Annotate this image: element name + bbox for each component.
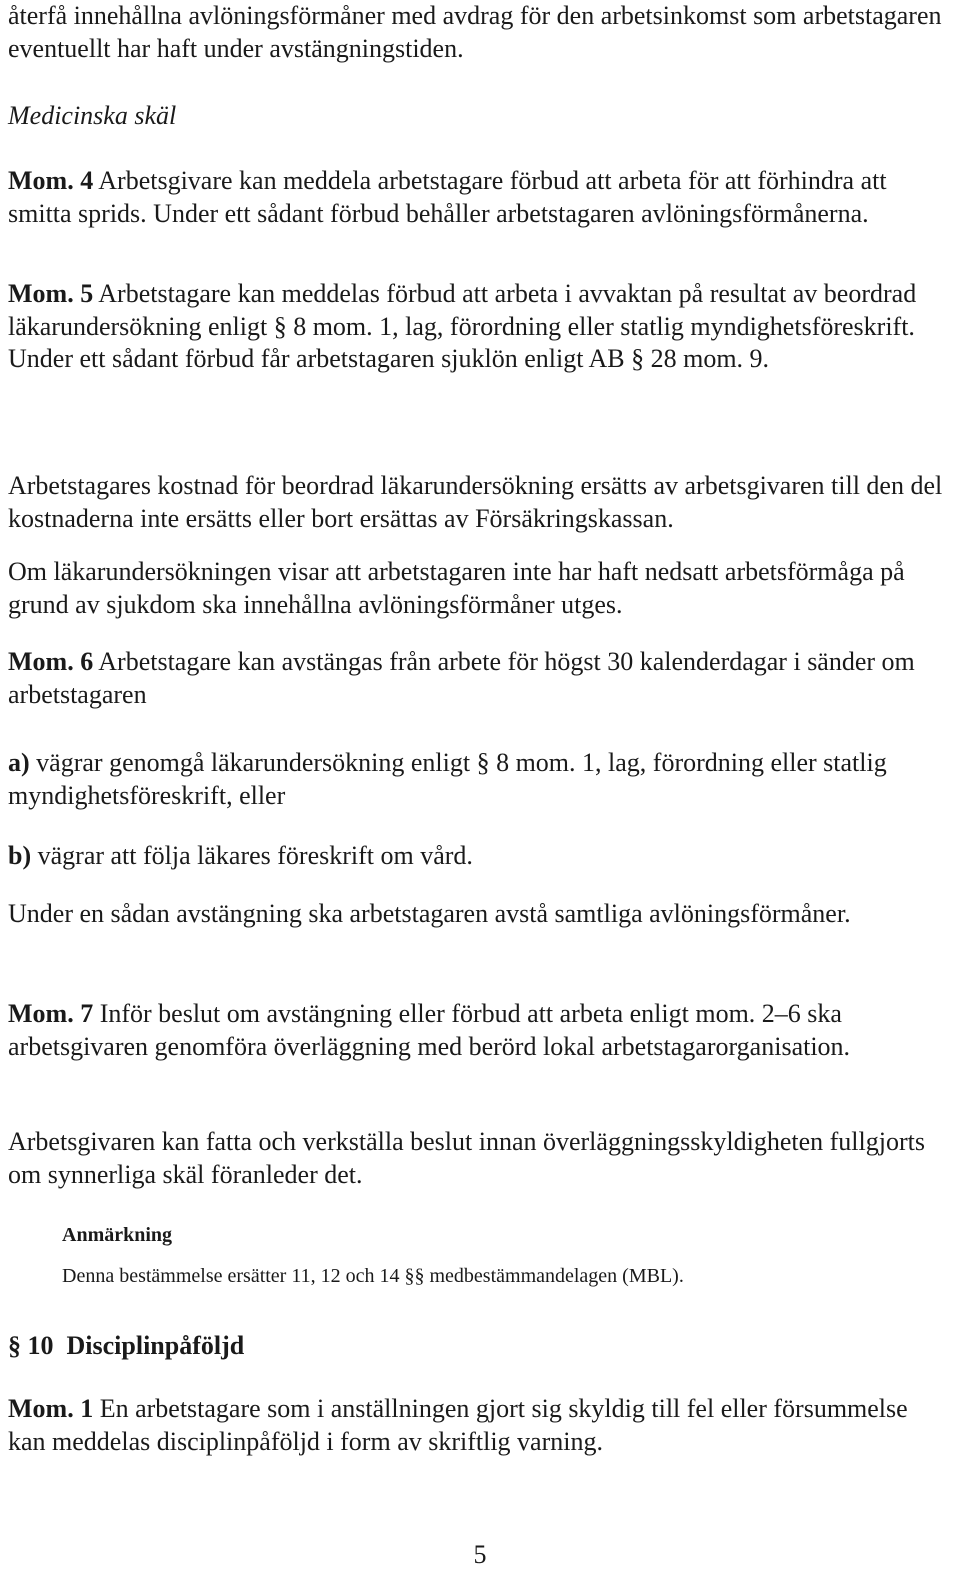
- note-heading-text: Anmärkning: [62, 1224, 173, 1246]
- paragraph-text: Arbetsgivare kan meddela arbetstagare förbud att arbeta för att förhindra att smitta sprids. Under ett sådant förbud behåller arbetstagaren avlöningsförmånerna.: [8, 166, 887, 228]
- page-number: 5: [473, 1540, 487, 1569]
- list-item-b: [8, 840, 948, 873]
- list-marker: b): [8, 841, 32, 870]
- paragraph-om-lakarundersokningen: [8, 556, 948, 621]
- mom-label: Mom. 1: [8, 1394, 94, 1423]
- list-marker: a): [8, 748, 30, 777]
- paragraph-text: Om läkarundersökningen visar att arbetstagaren inte har haft nedsatt arbetsförmåga på grund av sjukdom ska innehållna avlöningsförmåner utges.: [8, 557, 905, 619]
- list-item-text: vägrar att följa läkares föreskrift om vård.: [31, 841, 473, 870]
- paragraph-text: återfå innehållna avlöningsförmåner med avdrag för den arbetsinkomst som arbetstagaren eventuellt har haft under avstängningstiden.: [8, 1, 942, 63]
- list-item-a: [8, 747, 948, 812]
- paragraph-under-en-sadan: [8, 898, 948, 931]
- paragraph-text: Inför beslut om avstängning eller förbud att arbeta enligt mom. 2–6 ska arbetsgivaren genomföra överläggning med berörd lokal arbetstagarorganisation.: [8, 999, 851, 1061]
- paragraph-mom-4: [8, 165, 948, 230]
- subheading-text: Medicinska skäl: [8, 101, 177, 130]
- paragraph-mom-5: [8, 278, 948, 376]
- paragraph-continuation: [8, 0, 948, 65]
- note-text: Denna bestämmelse ersätter 11, 12 och 14 §§ medbestämmandelagen (MBL).: [62, 1265, 684, 1287]
- list-item-text: vägrar genomgå läkarundersökning enligt § 8 mom. 1, lag, förordning eller statlig myndighetsföreskrift, eller: [8, 748, 887, 810]
- paragraph-text: En arbetstagare som i anställningen gjort sig skyldig till fel eller försummelse kan meddelas disciplinpåföljd i form av skriftlig varning.: [8, 1394, 908, 1456]
- anmarkning-heading: [62, 1222, 942, 1248]
- mom-label: Mom. 4: [8, 166, 94, 195]
- paragraph-text: Arbetstagare kan meddelas förbud att arbeta i avvaktan på resultat av beordrad läkarundersökning enligt § 8 mom. 1, lag, förordning eller statlig myndighetsföreskrift. Under ett sådant förbud får arbetstagaren sjuklön enligt AB § 28 mom. 9.: [8, 279, 917, 373]
- mom-label: Mom. 7: [8, 999, 94, 1028]
- paragraph-text: Arbetsgivaren kan fatta och verkställa beslut innan överläggningsskyldigheten fullgjorts om synnerliga skäl föranleder det.: [8, 1127, 925, 1189]
- paragraph-arbetsgivaren-kan: [8, 1126, 948, 1191]
- subheading-medicinska-skal: [8, 100, 948, 133]
- paragraph-text: Arbetstagare kan avstängas från arbete för högst 30 kalenderdagar i sänder om arbetstagaren: [8, 647, 915, 709]
- paragraph-mom-6: [8, 646, 948, 711]
- paragraph-kostnad: [8, 470, 948, 535]
- section-heading-10: [8, 1330, 948, 1363]
- mom-label: Mom. 5: [8, 279, 94, 308]
- anmarkning-text: [62, 1263, 942, 1289]
- paragraph-mom-7: [8, 998, 948, 1063]
- paragraph-text: Arbetstagares kostnad för beordrad läkarundersökning ersätts av arbetsgivaren till den del kostnaderna inte ersätts eller bort ersättas av Försäkringskassan.: [8, 471, 943, 533]
- section-heading-text: § 10 Disciplinpåföljd: [8, 1331, 245, 1360]
- paragraph-text: Under en sådan avstängning ska arbetstagaren avstå samtliga avlöningsförmåner.: [8, 899, 851, 928]
- mom-label: Mom. 6: [8, 647, 94, 676]
- paragraph-section-10-mom-1: [8, 1393, 948, 1458]
